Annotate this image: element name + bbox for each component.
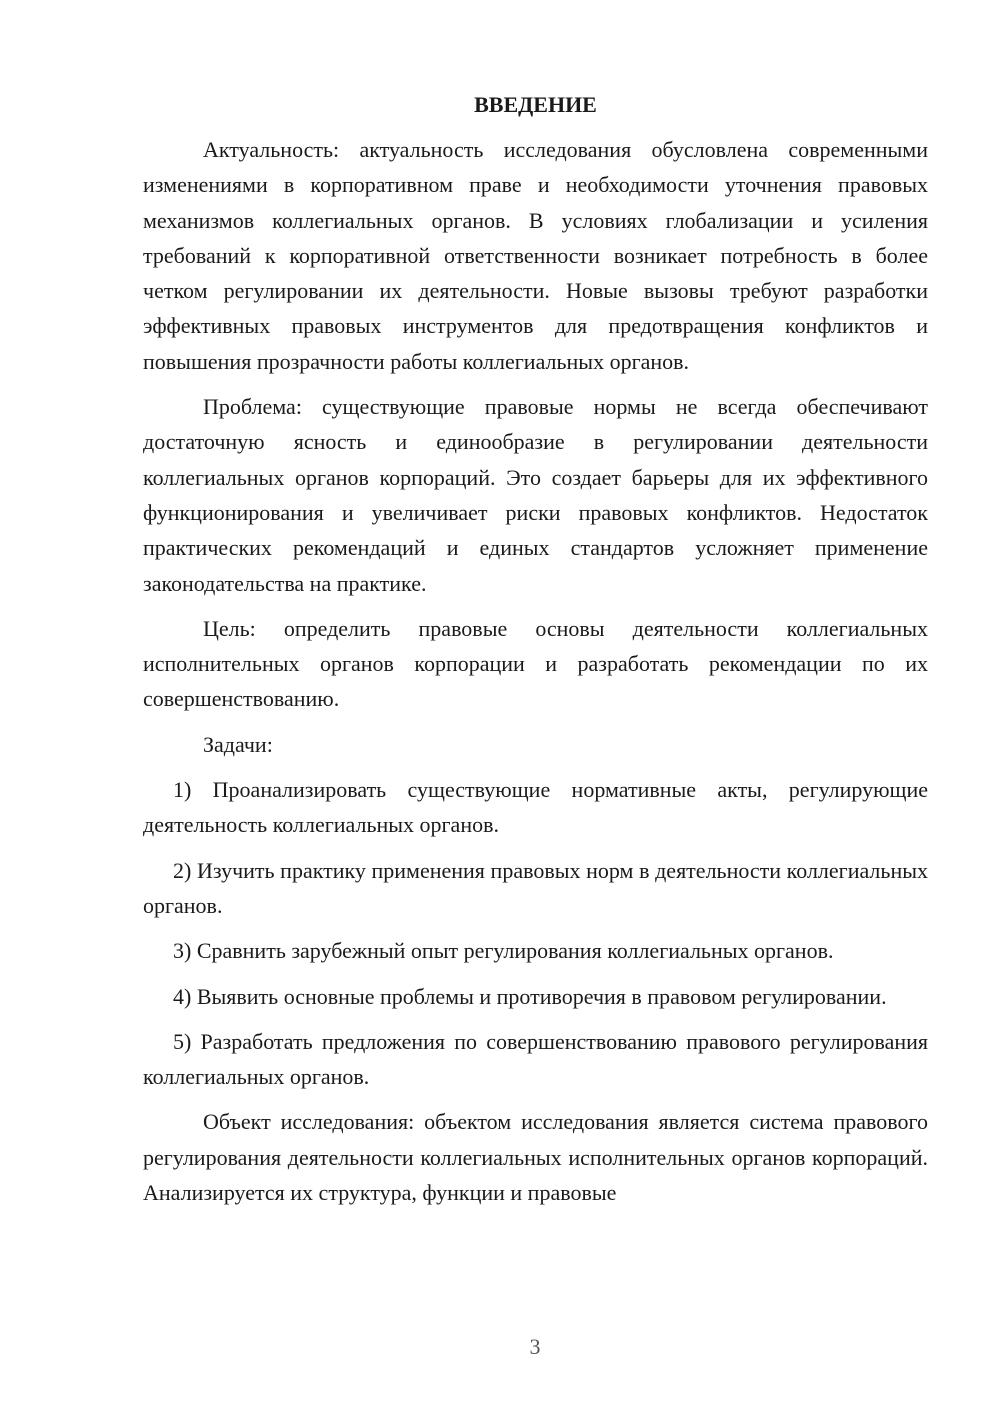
task-item-2: 2) Изучить практику применения правовых норм в деятельности коллегиальных органов.: [143, 857, 928, 918]
paragraph-relevance: Актуальность: актуальность исследования обусловлена современными изменениями в корпоративном праве и необходимости уточнения правовых механизмов коллегиальных органов. В условиях глобализации и усиления требований к корпоративной ответственности возникает потребность в более четком регулировании их деятельности. Новые вызовы требуют разработки эффективных правовых инструментов для предотвращения конфликтов и повышения прозрачности работы коллегиальных органов.: [143, 137, 928, 374]
page-content: [143, 90, 928, 1210]
task-item-5: 5) Разработать предложения по совершенствованию правового регулирования коллегиальных органов.: [143, 1028, 928, 1090]
tasks-heading: Задачи:: [203, 731, 273, 757]
page-title: ВВЕДЕНИЕ: [474, 92, 597, 117]
task-item-1: 1) Проанализировать существующие нормативные акты, регулирующие деятельность коллегиальных органов.: [143, 777, 928, 838]
task-item-4: 4) Выявить основные проблемы и противоречия в правовом регулировании.: [173, 983, 887, 1009]
paragraph-goal: Цель: определить правовые основы деятельности коллегиальных исполнительных органов корпорации и разработать рекомендации по их совершенствованию.: [143, 615, 928, 712]
page-number: 3: [529, 1334, 541, 1359]
task-item-3: 3) Сравнить зарубежный опыт регулирования коллегиальных органов.: [173, 938, 834, 964]
paragraph-problem: Проблема: существующие правовые нормы не всегда обеспечивают достаточную ясность и единообразие в регулировании деятельности коллегиальных органов корпораций. Это создает барьеры для их эффективного функционирования и увеличивает риски правовых конфликтов. Недостаток практических рекомендаций и единых стандартов усложняет применение законодательства на практике.: [143, 394, 928, 596]
paragraph-object: Объект исследования: объектом исследования является система правового регулирования деятельности коллегиальных исполнительных органов корпораций. Анализируется их структура, функции и правовые: [143, 1109, 928, 1206]
